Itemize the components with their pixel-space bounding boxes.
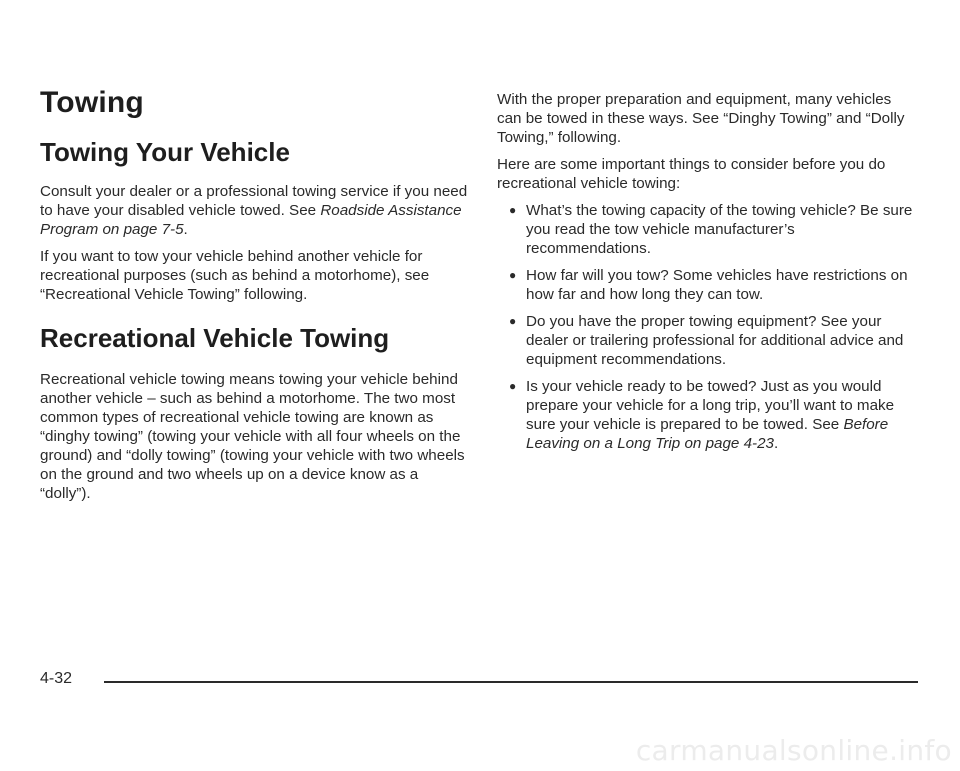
section-heading-towing-your-vehicle: Towing Your Vehicle [40, 137, 290, 167]
paragraph-end: . [183, 221, 188, 238]
page-title: Towing [40, 86, 144, 119]
list-item-text: What’s the towing capacity of the towing vehicle? Be sure you read the tow vehicle manufacturer’s recommendations. [526, 202, 913, 257]
paragraph-recreational-purposes: If you want to tow your vehicle behind another vehicle for recreational purposes (such as behind a motorhome), see “Recreational Vehicle Towing” following. [40, 248, 430, 303]
list-item-text: How far will you tow? Some vehicles have restrictions on how far and how long they can tow. [526, 267, 908, 303]
bullet-icon: ● [509, 203, 517, 217]
cross-reference-long-trip: Before Leaving on a Long Trip on page 4-23 [526, 416, 889, 452]
considerations-list [497, 201, 917, 453]
paragraph-consult-dealer [40, 182, 470, 239]
list-item [497, 377, 917, 453]
page-number: 4-32 [40, 670, 73, 687]
paragraph-text: Consult your dealer or a professional towing service if you need to have your disabled vehicle towed. See [40, 183, 468, 219]
paragraph-rv-towing-definition: Recreational vehicle towing means towing your vehicle behind another vehicle – such as behind a motorhome. The two most common types of recreational vehicle towing are known as “dinghy towing” (towing your vehicle with all four wheels on the ground) and “dolly towing” (towing your vehicle with two wheels on the ground and two wheels up on a device know as a “dolly”). [40, 371, 465, 502]
left-column [40, 86, 470, 511]
list-item [497, 201, 917, 258]
list-item [497, 312, 917, 369]
list-item-text: Is your vehicle ready to be towed? Just as you would prepare your vehicle for a long trip, you’ll want to make sure your vehicle is prepared to be towed. See [526, 378, 895, 433]
list-item [497, 266, 917, 304]
footer-divider [104, 681, 918, 683]
paragraph-preparation: With the proper preparation and equipment, many vehicles can be towed in these ways. See “Dinghy Towing” and “Dolly Towing,” following. [497, 91, 905, 146]
list-item-text: Do you have the proper towing equipment? See your dealer or trailering professional for additional advice and equipment recommendations. [526, 313, 904, 368]
cross-reference-roadside-assistance: Roadside Assistance Program on page 7-5 [40, 202, 462, 238]
watermark: carmanualsonline.info [635, 734, 952, 767]
paragraph-considerations-intro: Here are some important things to consider before you do recreational vehicle towing: [497, 156, 886, 192]
list-item-end: . [773, 435, 779, 452]
bullet-icon: ● [509, 314, 517, 328]
section-heading-recreational-vehicle-towing: Recreational Vehicle Towing [40, 323, 390, 353]
bullet-icon: ● [509, 268, 517, 282]
right-column [497, 90, 917, 461]
bullet-icon: ● [509, 379, 517, 393]
